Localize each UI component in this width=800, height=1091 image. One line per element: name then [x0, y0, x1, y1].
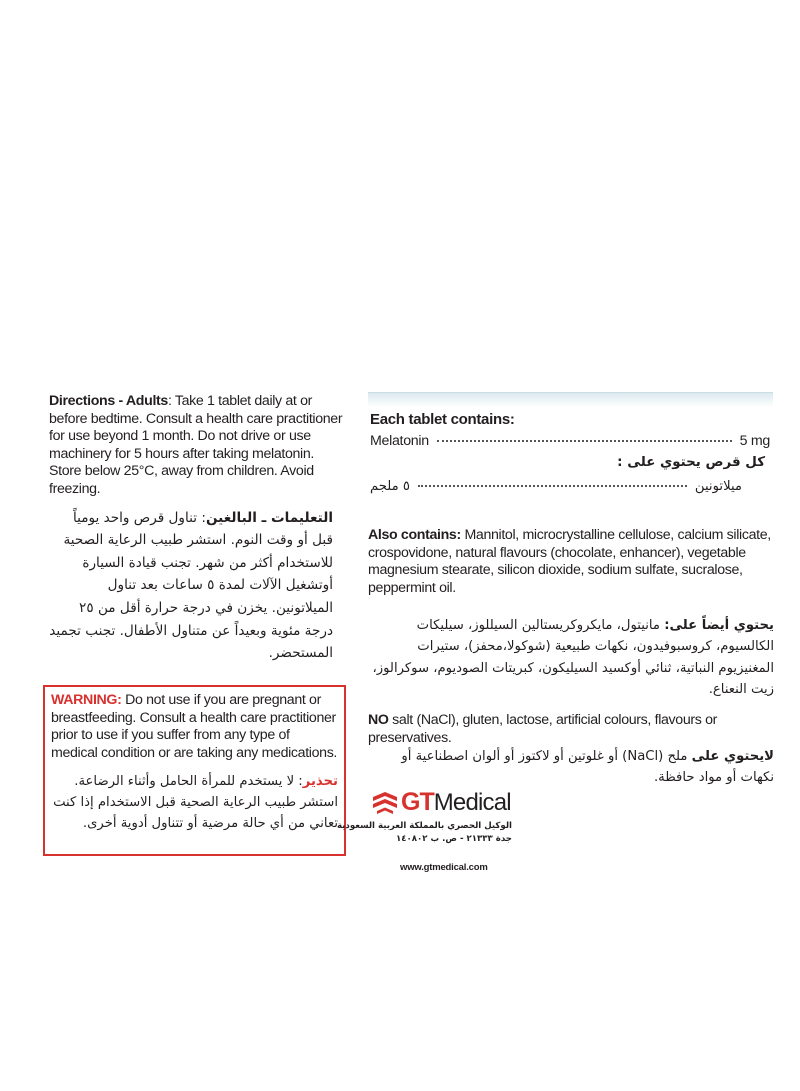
- ingredient-row-en: [370, 433, 770, 449]
- warning-ar: [51, 772, 338, 834]
- also-contains-label-en: Also contains:: [368, 527, 461, 543]
- directions-text-en: : Take 1 tablet daily at or before bedtime. Consult a health care practitioner for use beyond 1 month. Do not drive or use machinery for 5 hours after taking melatonin. Store below 25°C, away from children. Avoid freezing.: [49, 393, 343, 497]
- agent-line-1: الوكيل الحصري بالمملكة العربية السعودية: [336, 821, 512, 831]
- also-contains-text-en: Mannitol, microcrystalline cellulose, calcium silicate, crospovidone, natural flavours (chocolate, enhancer), vegetable magnesium stearate, silicon dioxide, sodium sulfate, sucralose, peppermint oil.: [368, 527, 771, 596]
- warning-en: [51, 692, 338, 762]
- warning-text-ar: : لا يستخدم للمرأة الحامل وأثناء الرضاعة. استشر طبيب الرعاية الصحية قبل الاستخدام إذا كنت تعاني من أي حالة مرضية أو تتناول أدوية أخرى.: [53, 774, 338, 831]
- directions-ar: [49, 507, 333, 665]
- free-from-label-ar: لايحتوي على: [691, 749, 774, 764]
- directions-text-ar: : تناول قرص واحد يومياً قبل أو وقت النوم. استشر طبيب الرعاية الصحية للاستخدام أكثر من شهر. تجنب قيادة السيارة أوتشغيل الآلات لمدة ٥ ساعات بعد تناول الميلاتونين. يخزن في درجة حرارة أقل من ٢٥ درجة مئوية وبعيداً عن متناول الأطفال. تجنب تجميد المستحضر.: [49, 509, 333, 662]
- also-contains-en: [368, 527, 778, 597]
- ingredient-amount-ar: ٥ ملجم: [370, 479, 411, 494]
- also-contains-label-ar: يحتوي أيضاً على:: [664, 618, 774, 633]
- warning-label-ar: تحذير: [302, 774, 338, 790]
- ingredient-name-ar: ميلاتونين: [694, 479, 742, 494]
- free-from-text-ar: ملح (NaCl) أو غلوتين أو لاكتوز أو ألوان اصطناعية أو نكهات أو مواد حافظة.: [401, 749, 774, 785]
- agent-line-2: جدة ٢١٣٣٣ - ص. ب ١٤٠٨٠٢: [396, 834, 512, 844]
- gt-medical-mark-icon: [371, 791, 399, 815]
- ingredient-name-en: Melatonin: [370, 433, 429, 449]
- ingredient-amount-en: 5 mg: [739, 433, 770, 449]
- website-url: www.gtmedical.com: [400, 862, 488, 873]
- supplement-facts-box: [368, 392, 773, 513]
- dotted-leader: [418, 485, 687, 487]
- directions-en: [49, 393, 349, 499]
- warning-label-en: WARNING:: [51, 692, 122, 708]
- free-from-label-en: NO: [368, 712, 389, 728]
- free-from-ar: [368, 746, 774, 788]
- directions-section: [49, 393, 349, 665]
- contains-title-ar: كل قرص يحتوي على :: [617, 455, 765, 470]
- brand-name-medical: Medical: [433, 788, 511, 816]
- directions-label-en: Directions - Adults: [49, 393, 168, 409]
- contains-title-en: Each tablet contains:: [370, 411, 515, 428]
- brand-name-gt: GT: [401, 788, 434, 816]
- free-from-text-en: salt (NaCl), gluten, lactose, artificial colours, flavours or preservatives.: [368, 712, 717, 746]
- warning-text-en: Do not use if you are pregnant or breastfeeding. Consult a health care practitioner prior to use if you suffer from any type of medical condition or are taking any medications.: [51, 692, 338, 761]
- free-from-en: [368, 712, 778, 747]
- ingredient-row-ar: [370, 479, 742, 494]
- exclusive-agent-info: [336, 820, 512, 846]
- directions-label-ar: التعليمات ـ البالغين: [205, 509, 333, 526]
- also-contains-ar: [368, 615, 774, 701]
- gt-medical-logo: [371, 788, 511, 817]
- dotted-leader: [437, 440, 732, 442]
- also-contains-text-ar: مانيتول، مايكروكريستالين السيللوز، سيليكات الكالسيوم، كروسبوفيدون، نكهات طبيعية (شوكولا،محفز)، ستيرات المغنيزيوم النباتية، ثنائي أوكسيد السيليكون، كبريتات الصوديوم، سوكرالوز، زيت النعناع.: [372, 618, 774, 698]
- warning-box: [43, 685, 346, 856]
